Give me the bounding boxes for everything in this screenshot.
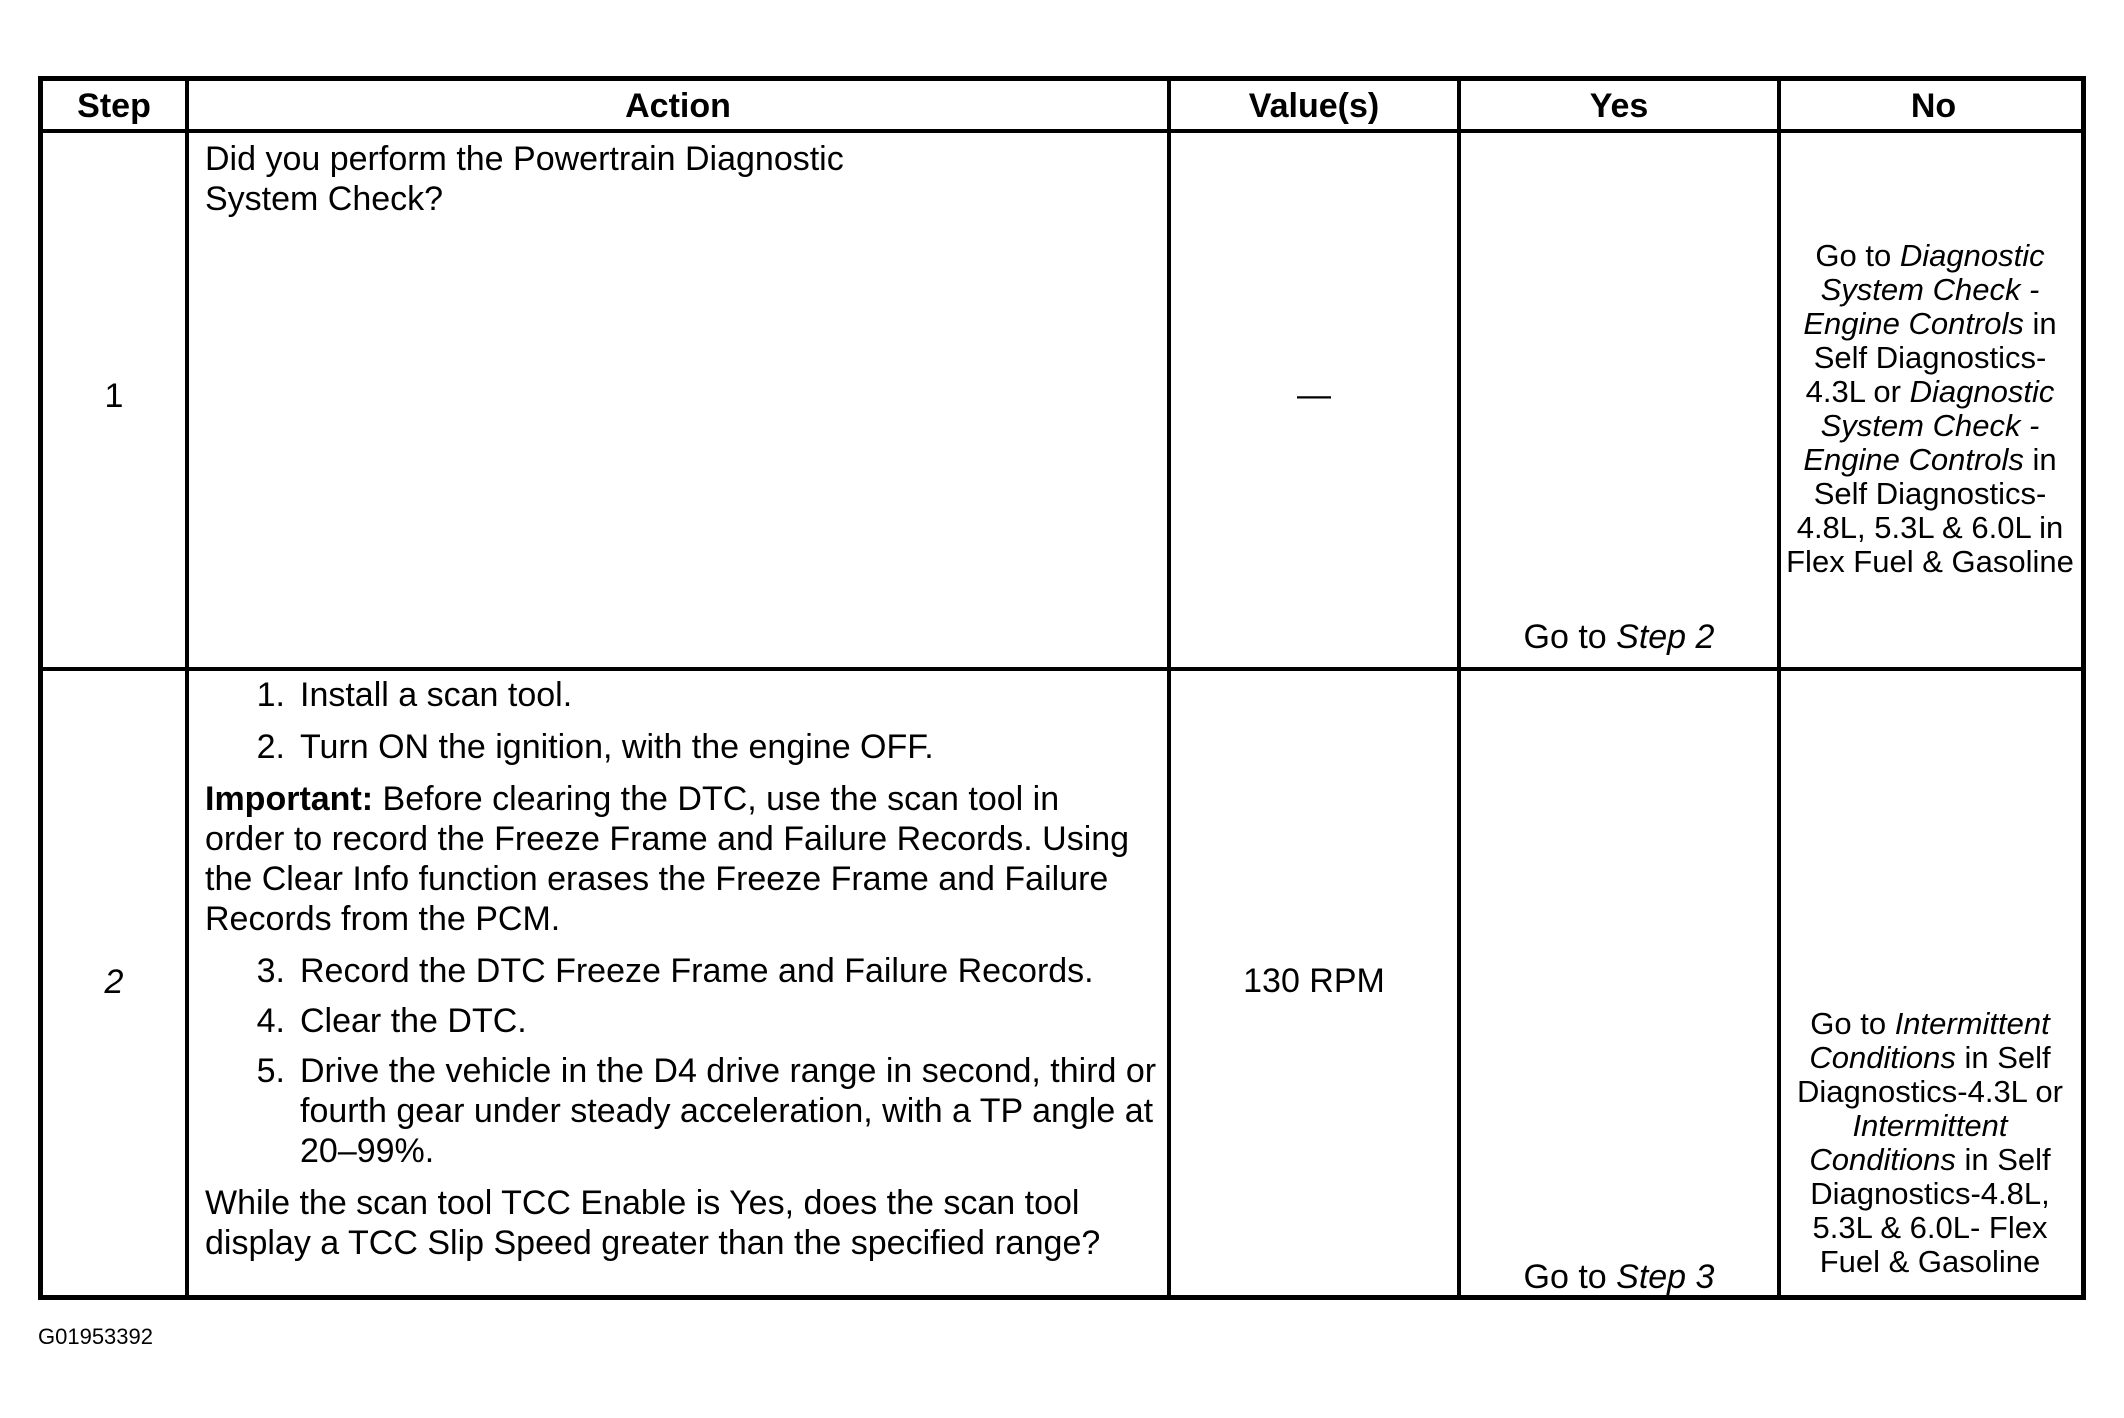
no-text-part: in Self Diagnostics-4.8L, 5.3L & 6.0L- Flex Fuel & Gasoline — [1810, 1142, 2051, 1279]
important-text: Before clearing the DTC, use the scan tool in order to record the Freeze Frame and Failure Records. Using the Clear Info function erases the Freeze Frame and Failure Records from the PCM. — [205, 780, 1130, 938]
no-text-ref: Intermittent Conditions — [1809, 1108, 2008, 1177]
value-text: 130 RPM — [1243, 962, 1385, 1000]
header-step: Step — [77, 86, 151, 125]
action-body — [205, 675, 1185, 1263]
list-item — [240, 1001, 1185, 1041]
list-item — [240, 1051, 1185, 1171]
no-text-ref: Diagnostic System Check -Engine Controls — [1803, 374, 2055, 477]
no-text-part: in Self Diagnostics-4.8L, 5.3L & 6.0L in Flex Fuel & Gasoline — [1786, 442, 2074, 579]
no-text-part: Go to — [1815, 238, 1900, 273]
column-divider — [1457, 81, 1461, 1295]
yes-prefix: Go to — [1523, 1258, 1617, 1296]
no-text-ref: Intermittent Conditions — [1809, 1006, 2050, 1075]
list-text: Record the DTC Freeze Frame and Failure Records. — [300, 952, 1094, 990]
list-number: 5. — [256, 1052, 285, 1090]
header-values: Value(s) — [1248, 86, 1380, 125]
no-text-part: in Self Diagnostics-4.3L or — [1797, 1040, 2063, 1109]
diagnostic-table — [38, 76, 2086, 1300]
list-item — [240, 951, 1185, 991]
list-text: Drive the vehicle in the D4 drive range in second, third or fourth gear under steady acceleration, with a TP angle at 20–99%. — [300, 1052, 1157, 1170]
list-number: 3. — [256, 952, 285, 990]
step-number: 2 — [104, 963, 124, 1001]
no-text-part: Go to — [1810, 1006, 1895, 1041]
yes-step-link: Step 2 — [1616, 618, 1715, 656]
list-text: Turn ON the ignition, with the engine OFF. — [300, 728, 934, 766]
yes-step-link: Step 3 — [1616, 1258, 1715, 1296]
action-text: Did you perform the Powertrain Diagnostic System Check? — [205, 140, 844, 218]
list-number: 4. — [256, 1002, 285, 1040]
header-no: No — [1910, 86, 1957, 125]
yes-text — [1461, 617, 1777, 657]
header-yes: Yes — [1589, 86, 1649, 125]
no-text-part: in Self Diagnostics- 4.3L or — [1805, 306, 2057, 409]
action-list — [240, 675, 1185, 767]
no-text-ref: Diagnostic System Check - Engine Controls — [1803, 238, 2045, 341]
column-divider — [1777, 81, 1781, 1295]
question-text: While the scan tool TCC Enable is Yes, does the scan tool display a TCC Slip Speed greater than the specified range? — [205, 1184, 1101, 1262]
yes-text — [1461, 1257, 1777, 1297]
list-text: Clear the DTC. — [300, 1002, 527, 1040]
value-text: — — [1297, 376, 1331, 414]
no-text — [1785, 239, 2075, 579]
action-list — [240, 951, 1185, 1171]
header-action: Action — [625, 86, 731, 125]
list-text: Install a scan tool. — [300, 676, 573, 714]
important-note — [205, 779, 1145, 939]
step-number: 1 — [104, 377, 124, 415]
list-number: 1. — [256, 676, 285, 714]
important-label: Important: — [205, 780, 374, 818]
list-item — [240, 727, 1185, 767]
row-divider — [43, 667, 2081, 671]
figure-id: G01953392 — [38, 1324, 153, 1349]
list-item — [240, 675, 1185, 715]
no-text — [1785, 1007, 2075, 1279]
yes-prefix: Go to — [1523, 618, 1617, 656]
list-number: 2. — [256, 728, 285, 766]
column-divider — [185, 81, 189, 1295]
